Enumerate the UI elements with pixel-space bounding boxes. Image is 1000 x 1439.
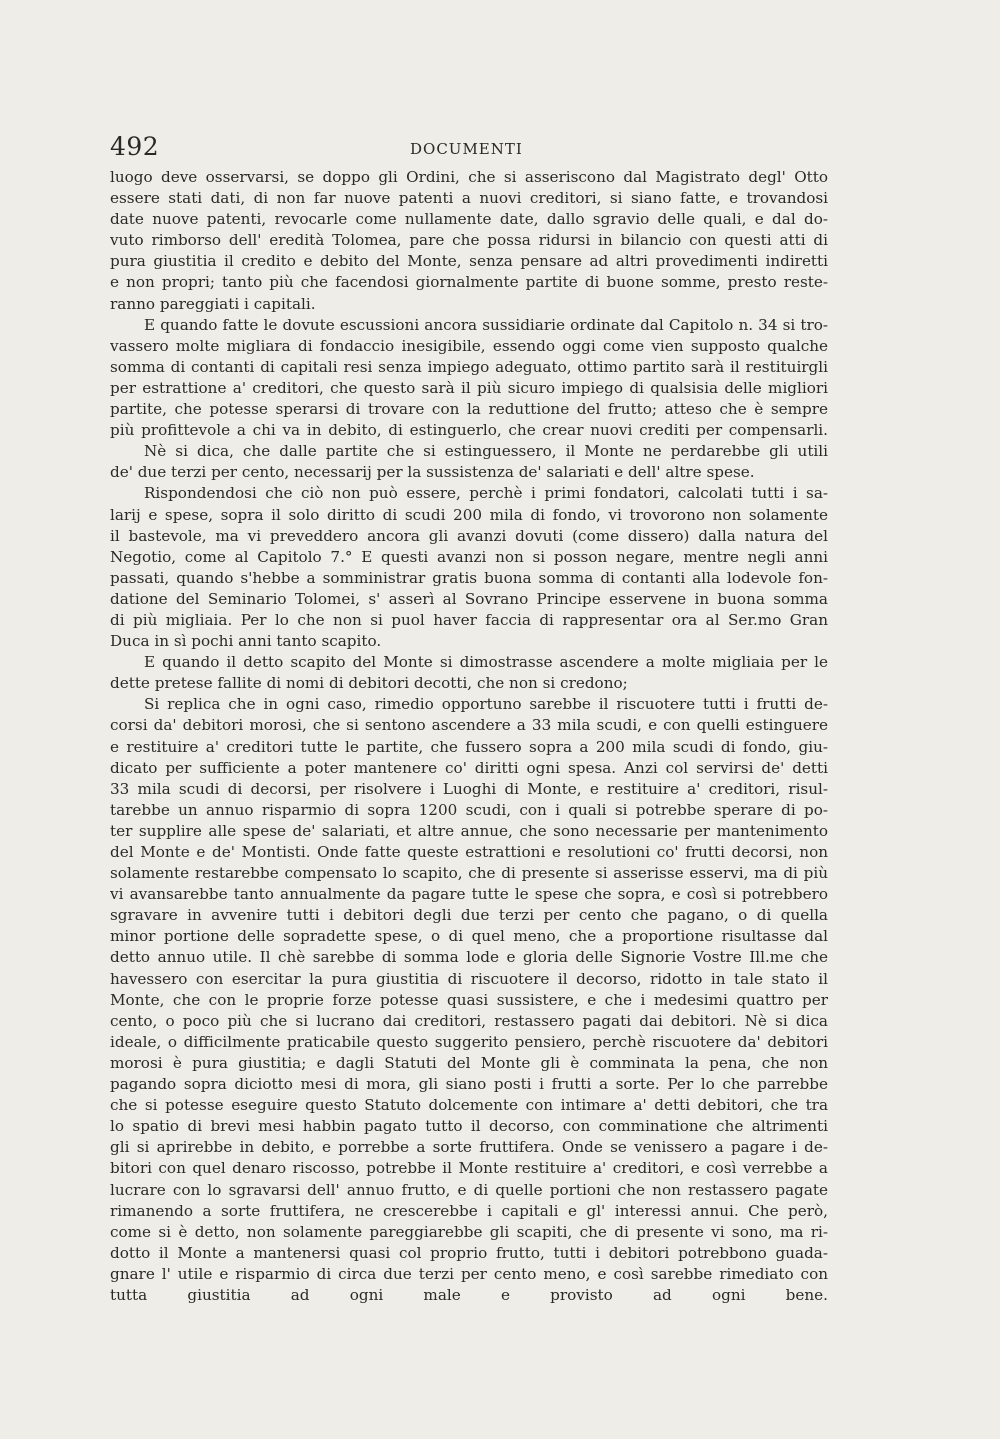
text-line: passati, quando s'hebbe a somministrar gratis buona somma di contanti alla lodevole fon- [110, 568, 828, 587]
text-line: e restituire a' creditori tutte le partite, che fussero sopra a 200 mila scudi di fondo, giu- [110, 737, 828, 756]
text-line: che si potesse eseguire questo Statuto dolcemente con intimare a' detti debitori, che tra [110, 1096, 828, 1115]
text-line: il bastevole, ma vi preveddero ancora gli avanzi dovuti (come dissero) dalla natura del [110, 526, 828, 545]
text-line: Rispondendosi che ciò non può essere, perchè i primi fondatori, calcolati tutti i sa- [144, 484, 828, 503]
text-line: havessero con esercitar la pura giustitia di riscuotere il decorso, ridotto in tale stato il [110, 969, 828, 988]
text-line: vi avansarebbe tanto annualmente da pagare tutte le spese che sopra, e così si potrebbero [110, 885, 828, 904]
text-line [110, 1306, 828, 1327]
text-line: E quando fatte le dovute escussioni ancora sussidiarie ordinate dal Capitolo n. 34 si tro- [144, 315, 828, 334]
text-line: solamente restarebbe compensato lo scapito, che di presente si asserisse esservi, ma di più [110, 864, 828, 883]
text-line: ideale, o difficilmente praticabile questo suggerito pensiero, perchè riscuotere da' debitori [110, 1032, 828, 1051]
text-line: bitori con quel denaro riscosso, potrebbe il Monte restituire a' creditori, e così verrebbe a [110, 1159, 828, 1178]
text-line: luogo deve osservarsi, se doppo gli Ordini, che si asseriscono dal Magistrato degl' Otto [110, 168, 828, 186]
text-line: Negotio, come al Capitolo 7.° E questi avanzi non si posson negare, mentre negli anni [110, 547, 828, 566]
text-line: vuto rimborso dell' eredità Tolomea, pare che possa ridursi in bilancio con questi atti di [110, 231, 828, 250]
text-line: e non propri; tanto più che facendosi giornalmente partite di buone somme, presto reste- [110, 273, 828, 292]
text-line: Monte, che con le proprie forze potesse quasi sussistere, e che i medesimi quattro per [110, 990, 828, 1009]
text-line: datione del Seminario Tolomei, s' asserì al Sovrano Principe esservene in buona somma [110, 589, 828, 608]
text-line: lucrare con lo sgravarsi dell' annuo frutto, e di quelle portioni che non restassero pagate [110, 1180, 828, 1199]
text-line: Nè si dica, che dalle partite che si estinguessero, il Monte ne perdarebbe gli utili [144, 442, 828, 461]
text-line: Si replica che in ogni caso, rimedio opportuno sarebbe il riscuotere tutti i frutti de- [144, 695, 828, 714]
running-title: DOCUMENTI [410, 140, 523, 158]
text-line: 33 mila scudi di decorsi, per risolvere i Luoghi di Monte, e restituire a' creditori, risul- [110, 779, 828, 798]
text-line: rimanendo a sorte fruttifera, ne crescerebbe i capitali e gl' interessi annui. Che però, [110, 1201, 828, 1220]
text-line: per estrattione a' creditori, che questo sarà il più sicuro impiego di qualsisia delle migliori [110, 378, 828, 397]
text-line: dotto il Monte a mantenersi quasi col proprio frutto, tutti i debitori potrebbono guada- [110, 1243, 828, 1262]
text-line: date nuove patenti, revocarle come nullamente date, dallo sgravio delle quali, e dal do- [110, 210, 828, 229]
text-line: più profittevole a chi va in debito, di estinguerlo, che crear nuovi crediti per compensarli. [110, 421, 828, 440]
text-line: cento, o poco più che si lucrano dai creditori, restassero pagati dai debitori. Nè si dica [110, 1011, 828, 1030]
text-line: di più migliaia. Per lo che non si puol haver faccia di rappresentar ora al Ser.mo Gran [110, 610, 828, 629]
text-line: E quando il detto scapito del Monte si dimostrasse ascendere a molte migliaia per le [144, 653, 828, 672]
text-line: gli si aprirebbe in debito, e porrebbe a sorte fruttifera. Onde se venissero a pagare i de- [110, 1138, 828, 1157]
text-line: Duca in sì pochi anni tanto scapito. [110, 632, 382, 651]
text-line: corsi da' debitori morosi, che si sentono ascendere a 33 mila scudi, e con quelli estinguere [110, 716, 828, 735]
text-line: ranno pareggiati i capitali. [110, 294, 316, 313]
text-line: lo spatio di brevi mesi habbin pagato tutto il decorso, con comminatione che altrimenti [110, 1117, 828, 1136]
text-line: vassero molte migliara di fondaccio inesigibile, essendo oggi come vien supposto qualche [110, 336, 828, 355]
text-line: come si è detto, non solamente pareggiarebbe gli scapiti, che di presente vi sono, ma ri- [110, 1222, 828, 1241]
text-line: pagando sopra diciotto mesi di mora, gli siano posti i frutti a sorte. Per lo che parrebbe [110, 1075, 828, 1094]
text-line: partite, che potesse sperarsi di trovare con la reduttione del frutto; atteso che è sempre [110, 400, 828, 419]
text-line: minor portione delle sopradette spese, o di quel meno, che a proportione risultasse dal [110, 927, 828, 946]
text-line: essere stati dati, di non far nuove patenti a nuovi creditori, si siano fatte, e trovandosi [110, 189, 828, 208]
page-number: 492 [110, 132, 160, 161]
text-line: tarebbe un annuo risparmio di sopra 1200 scudi, con i quali si potrebbe sperare di po- [110, 800, 828, 819]
body-text [110, 167, 828, 1327]
text-line: sgravare in avvenire tutti i debitori degli due terzi per cento che pagano, o di quella [110, 906, 828, 925]
text-line: del Monte e de' Montisti. Onde fatte queste estrattioni e resolutioni co' frutti decorsi, non [110, 843, 828, 861]
text-line: dette pretese fallite di nomi di debitori decotti, che non si credono; [110, 674, 628, 693]
text-line: tutta giustitia ad ogni male e provisto ad ogni bene. [110, 1285, 828, 1304]
text-line: morosi è pura giustitia; e dagli Statuti del Monte gli è comminata la pena, che non [110, 1053, 828, 1072]
text-line: dicato per sufficiente a poter mantenere co' diritti ogni spesa. Anzi col servirsi de' detti [110, 758, 828, 777]
text-line: detto annuo utile. Il chè sarebbe di somma lode e gloria delle Signorie Vostre Ill.me che [110, 948, 828, 967]
text-line: de' due terzi per cento, necessarij per la sussistenza de' salariati e dell' altre spese. [110, 463, 755, 482]
text-line: somma di contanti di capitali resi senza impiego adeguato, ottimo partito sarà il restituirgli [110, 357, 828, 376]
text-line: larij e spese, sopra il solo diritto di scudi 200 mila di fondo, vi trovorono non solamente [110, 505, 828, 524]
text-line: ter supplire alle spese de' salariati, et altre annue, che sono necessarie per mantenimento [110, 821, 828, 840]
text-line: gnare l' utile e risparmio di circa due terzi per cento meno, e così sarebbe rimediato con [110, 1264, 828, 1283]
page-header [110, 132, 828, 172]
text-line: pura giustitia il credito e debito del Monte, senza pensare ad altri provedimenti indiretti [110, 252, 828, 271]
